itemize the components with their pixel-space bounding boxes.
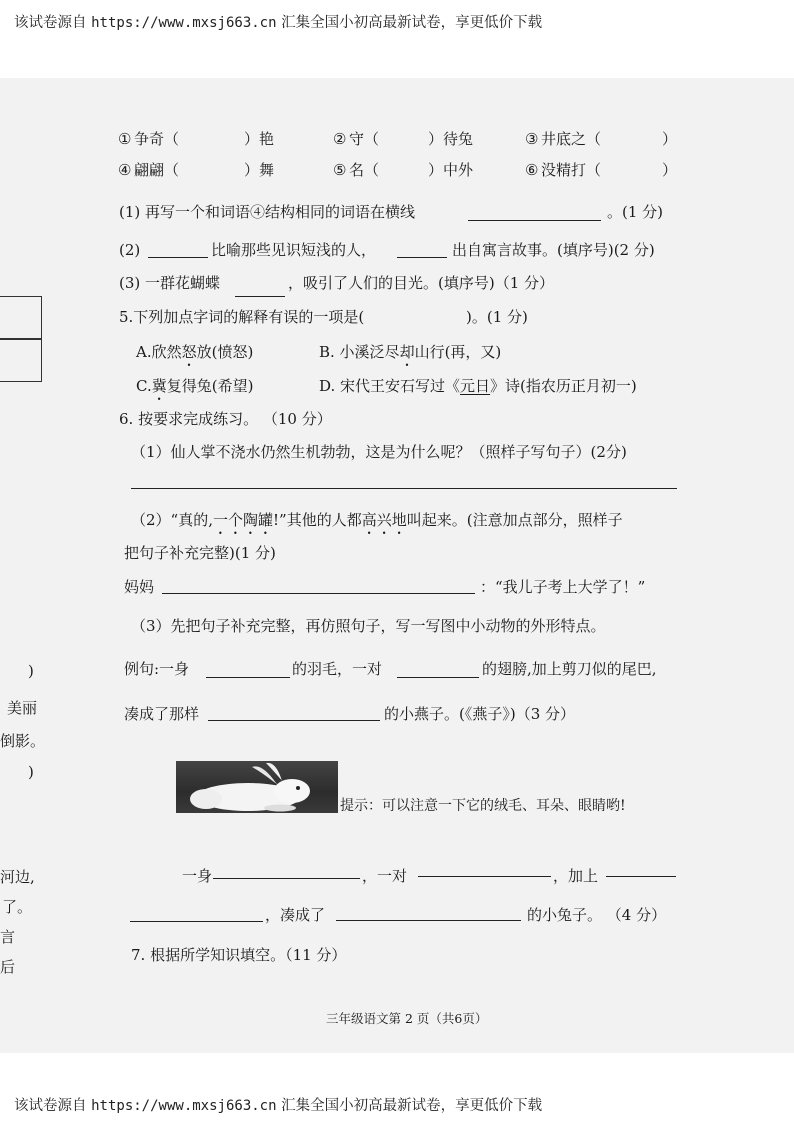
example-a: 例句:一身 [124,660,190,678]
q4-sub3-a: (3) 一群花蝴蝶 [119,274,221,292]
margin-fragment: 河边, [0,868,35,886]
q5-option-c [136,375,253,404]
idiom-1-a: 争奇（ [134,130,180,148]
idiom-5-num: ⑤ [333,161,347,179]
banner-suffix: 汇集全国小初高最新试卷，享更低价下载 [281,15,543,31]
q5-option-a [136,341,253,370]
example-b: 的羽毛，一对 [292,660,383,678]
idiom-1-b: ）艳 [244,130,275,148]
q4-sub2-a: (2) [119,241,141,259]
q6-sub2-dotted: 一个陶罐 [212,511,273,529]
idiom-4-b: ）舞 [244,161,275,179]
page-footer: 三年级语文第 2 页（共6页） [326,1011,488,1026]
q6-sub2-b: !”其他的人都 [273,511,362,529]
q6-mama: 妈妈 [124,578,155,596]
margin-fragment: 后 [0,958,16,976]
idiom-2-a: 守（ [349,130,380,148]
banner-suffix: 汇集全国小初高最新试卷，享更低价下载 [281,1098,543,1114]
idiom-6-b: ） [662,161,678,179]
margin-fragment: ) [28,763,34,781]
answer-blank[interactable] [397,677,479,678]
hint: 提示：可以注意一下它的绒毛、耳朵、眼睛哟! [340,798,626,814]
q4-sub1-end: 。(1 分) [607,203,664,221]
q6-mama-quote: ：“我儿子考上大学了！” [480,578,646,596]
rabbit-icon [176,761,338,813]
margin-fragment: 美丽 [7,699,38,717]
answer-blank[interactable] [397,257,447,258]
idiom-4-num: ④ [118,161,132,179]
idiom-2-b: ）待兔 [428,130,474,148]
q6-sub2 [131,509,623,538]
q5-option-d [319,375,637,397]
q6-sub2-a: （2）“真的, [131,511,213,529]
answer-blank[interactable] [130,921,263,922]
score-box-bottom [0,338,42,382]
idiom-4-a: 翩翩（ [134,161,180,179]
idiom-1-num: ① [118,130,132,148]
banner-url[interactable]: https://www.mxsj663.cn [91,1098,277,1114]
answer-blank[interactable] [208,720,380,721]
idiom-6-a: 没精打（ [541,161,602,179]
q6-sub3: （3）先把句子补充完整，再仿照句子，写一写图中小动物的外形特点。 [131,617,606,635]
banner-url[interactable]: https://www.mxsj663.cn [91,15,277,31]
idiom-5-b: ）中外 [428,161,474,179]
option-c-post: 复得兔(希望) [166,377,254,395]
write-b: ，一对 [362,867,408,885]
option-a-pre: A.欣然 [136,343,182,361]
idiom-2-num: ② [333,130,347,148]
answer-blank[interactable] [468,220,601,221]
q6-sub2-line2: 把句子补充完整)(1 分) [124,544,276,562]
margin-fragment: 言 [0,928,16,946]
example-e: 的小燕子。(《燕子》)（3 分） [384,705,576,723]
option-c-pre: C. [136,377,152,395]
scanned-page [0,78,794,1053]
bottom-banner [14,1095,542,1117]
option-d-pre: D. 宋代王安石写过《 [319,377,461,395]
idiom-6-num: ⑥ [525,161,539,179]
margin-fragment: ) [28,662,34,680]
margin-fragment: 了。 [2,898,33,916]
example-c: 的翅膀,加上剪刀似的尾巴, [482,660,657,678]
answer-blank[interactable] [148,257,208,258]
answer-blank[interactable] [162,593,475,594]
write-a: 一身 [182,867,213,885]
rabbit-photo [176,761,338,813]
banner-prefix: 该试卷源自 [14,15,87,31]
answer-blank[interactable] [213,878,360,879]
idiom-3-b: ） [662,130,678,148]
q6-sub2-dotted-2: 高兴地 [361,511,407,529]
banner-prefix: 该试卷源自 [14,1098,87,1114]
q7-stem: 7. 根据所学知识填空。（11 分） [131,946,347,964]
q6-stem: 6. 按要求完成练习。 （10 分） [119,410,332,428]
q5-stem-end: )。(1 分) [466,308,528,326]
write-d: ，凑成了 [265,906,326,924]
q4-sub2-c: 出自寓言故事。(填序号)(2 分) [452,241,655,259]
answer-line[interactable] [131,488,677,489]
write-c: ，加上 [553,867,599,885]
q5-stem: 5.下列加点字词的解释有误的一项是( [119,308,365,326]
option-a-dotted: 怒 [181,343,197,361]
answer-blank[interactable] [206,677,290,678]
top-banner [14,12,542,34]
option-b-pre: B. 小溪泛尽 [319,343,400,361]
option-b-dotted: 却 [399,343,415,361]
q6-sub1: （1）仙人掌不浇水仍然生机勃勃，这是为什么呢？（照样子写句子）(2分) [131,443,627,461]
q4-sub3-b: ，吸引了人们的目光。(填序号)（1 分） [288,274,555,292]
answer-blank[interactable] [418,876,551,877]
write-e: 的小兔子。 （4 分） [527,906,667,924]
answer-blank[interactable] [336,920,521,921]
option-d-post: 》诗(指农历正月初一) [490,377,637,395]
q4-sub2-b: 比喻那些见识短浅的人， [211,241,377,259]
option-a-post: 放(愤怒) [196,343,254,361]
answer-blank[interactable] [606,876,676,877]
q5-option-b [319,341,501,370]
option-d-underlined: 元日 [460,377,491,395]
option-b-post: 山行(再，又) [414,343,502,361]
score-box-top [0,296,42,340]
idiom-5-a: 名（ [349,161,380,179]
example-d: 凑成了那样 [124,705,200,723]
idiom-3-num: ③ [525,130,539,148]
margin-fragment: 倒影。 [0,732,46,750]
q4-sub1: (1) 再写一个和词语④结构相同的词语在横线 [119,203,416,221]
idiom-3-a: 井底之（ [541,130,602,148]
q6-sub2-c: 叫起来。(注意加点部分，照样子 [406,511,623,529]
answer-blank[interactable] [235,296,285,297]
option-c-dotted: 冀 [151,377,167,395]
